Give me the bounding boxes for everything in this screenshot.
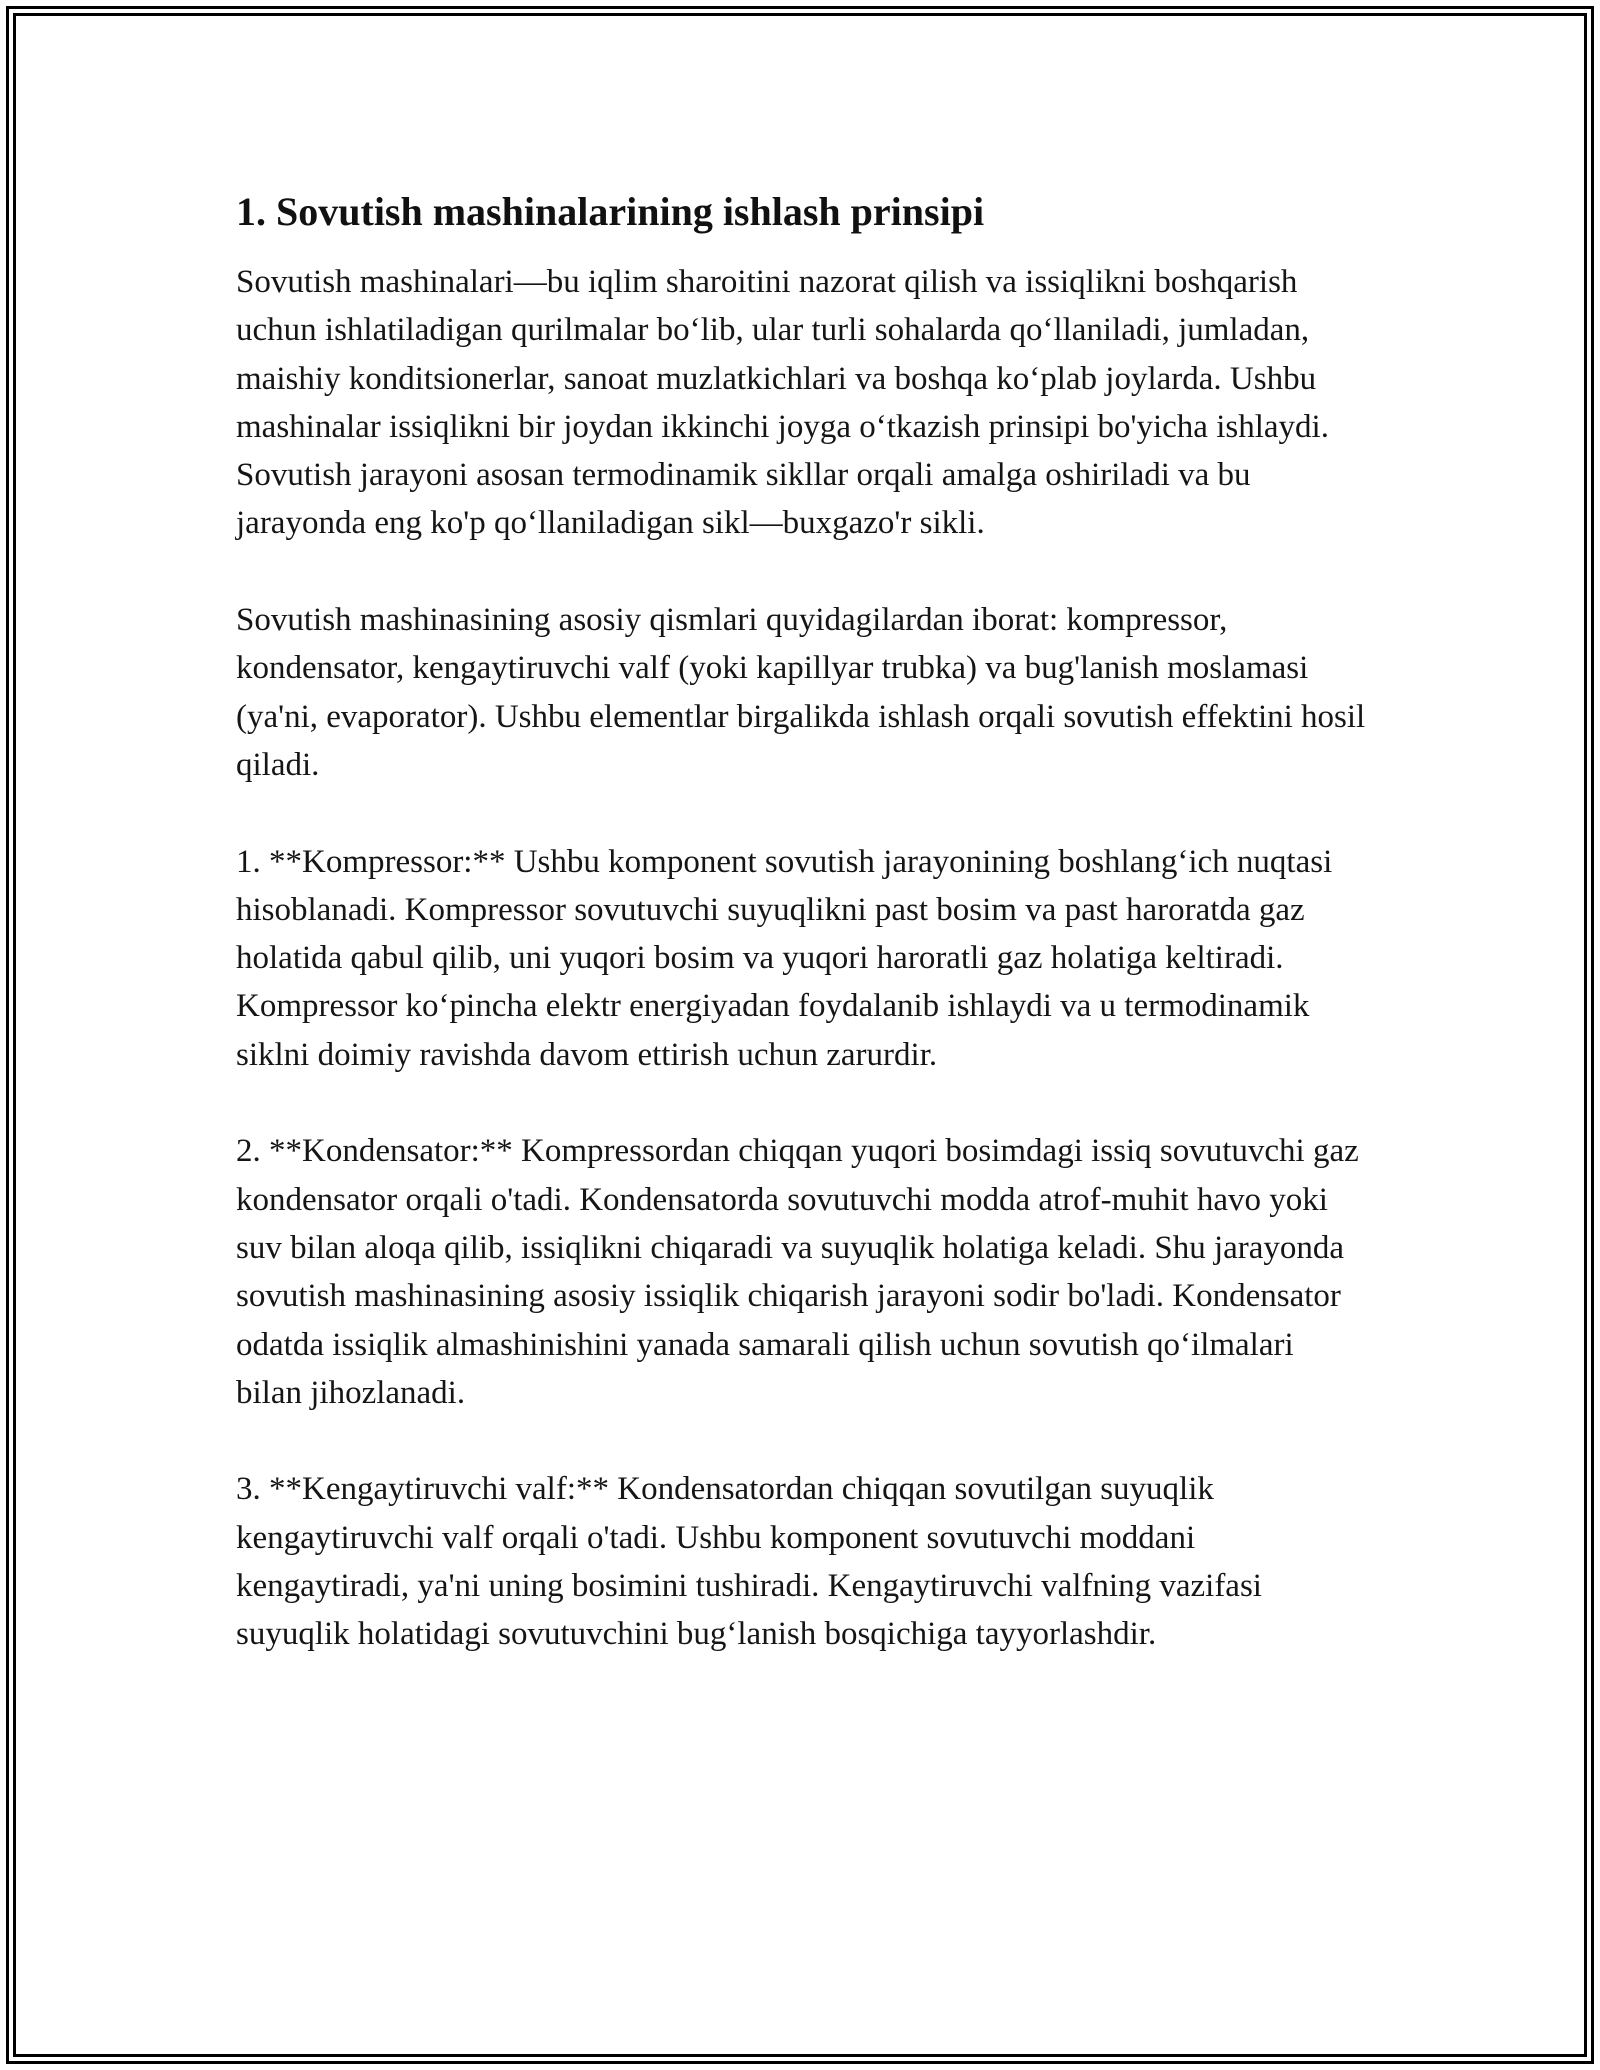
paragraph-condenser: 2. **Kondensator:** Kompressordan chiqqan yuqori bosimdagi issiq sovutuvchi gaz kondensator orqali o'tadi. Kondensatorda sovutuvchi modda atrof-muhit havo yoki suv bilan aloqa qilib, issiqlikni chiqaradi va suyuqlik holatiga keladi. Shu jarayonda sovutish mashinasining asosiy issiqlik chiqarish jarayoni sodir bo'ladi. Kondensator odatda issiqlik almashinishini yanada samarali qilish uchun sovutish qo‘ilmalari bilan jihozlanadi. xyxy=(236,1133,1359,1411)
paragraph-intro: Sovutish mashinalari—bu iqlim sharoitini nazorat qilish va issiqlikni boshqarish uchun ishlatiladigan qurilmalar bo‘lib, ular turli sohalarda qo‘llaniladi, jumladan, maishiy konditsionerlar, sanoat muzlatkichlari va boshqa ko‘plab joylarda. Ushbu mashinalar issiqlikni bir joydan ikkinchi joyga o‘tkazish prinsipi bo'yicha ishlaydi. Sovutish jarayoni asosan termodinamik sikllar orqali amalga oshiriladi va bu jarayonda eng ko'p qo‘llaniladigan sikl—buxgazo'r sikli. xyxy=(236,264,1329,542)
paragraph-components: Sovutish mashinasining asosiy qismlari quyidagilardan iborat: kompressor, kondensator, kengaytiruvchi valf (yoki kapillyar trubka) va bug'lanish moslamasi (ya'ni, evaporator). Ushbu elementlar birgalikda ishlash orqali sovutish effektini hosil qiladi. xyxy=(236,602,1366,783)
page-title: 1. Sovutish mashinalarining ishlash prinsipi xyxy=(236,189,985,234)
document-body xyxy=(236,186,1366,1707)
paragraph-expansion-valve: 3. **Kengaytiruvchi valf:** Kondensatordan chiqqan sovutilgan suyuqlik kengaytiruvchi valf orqali o'tadi. Ushbu komponent sovutuvchi moddani kengaytiradi, ya'ni uning bosimini tushiradi. Kengaytiruvchi valfning vazifasi suyuqlik holatidagi sovutuvchini bug‘lanish bosqichiga tayyorlashdir. xyxy=(236,1471,1262,1653)
paragraph-compressor: 1. **Kompressor:** Ushbu komponent sovutish jarayonining boshlang‘ich nuqtasi hisoblanadi. Kompressor sovutuvchi suyuqlikni past bosim va past haroratda gaz holatida qabul qilib, uni yuqori bosim va yuqori haroratli gaz holatiga keltiradi. Kompressor ko‘pincha elektr energiyadan foydalanib ishlaydi va u termodinamik siklni doimiy ravishda davom ettirish uchun zarurdir. xyxy=(236,843,1333,1073)
